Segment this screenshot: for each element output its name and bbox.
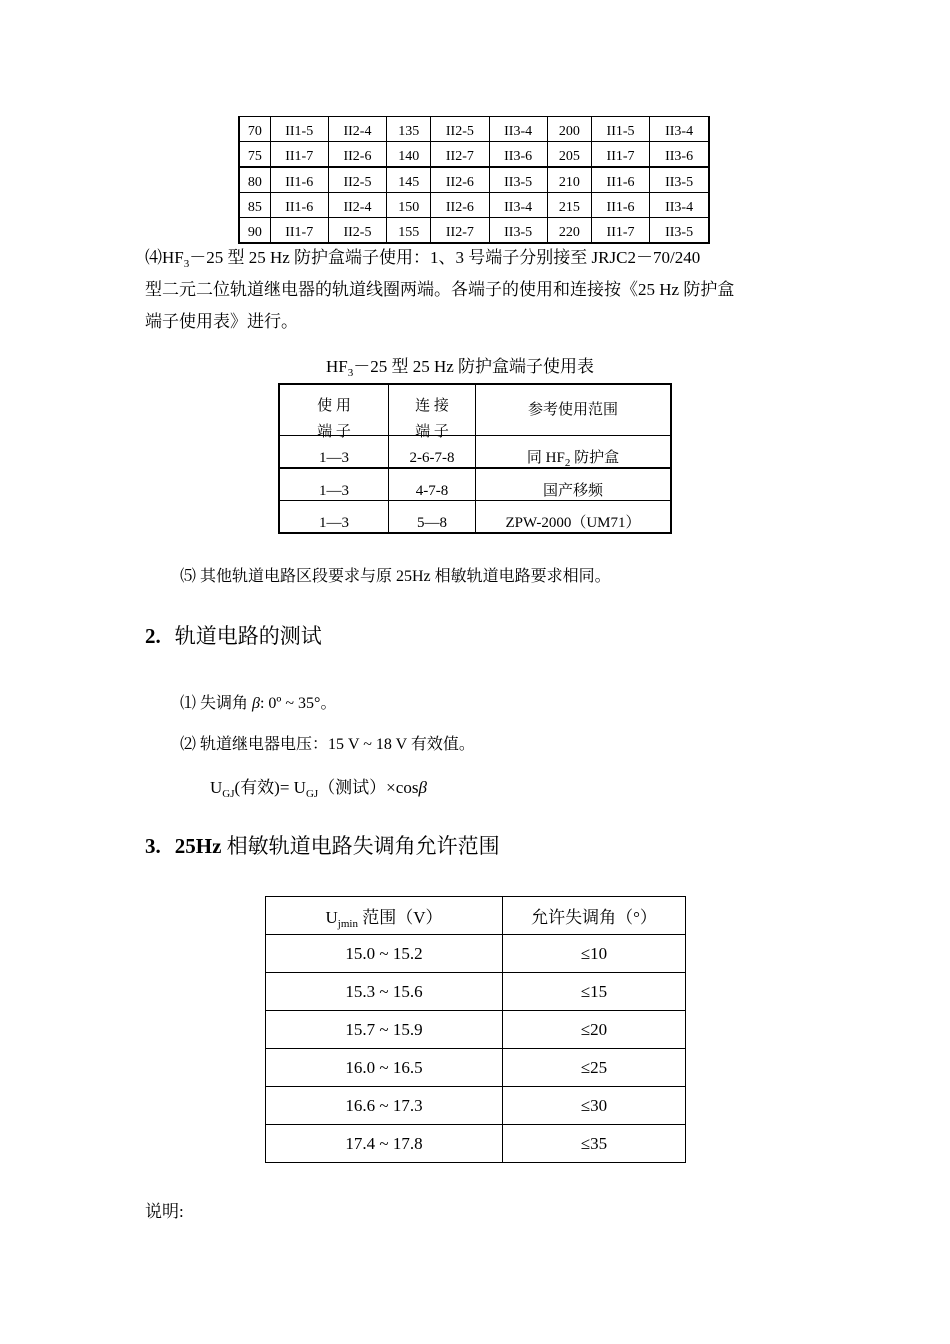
scope-cell: 国产移频 [476, 468, 672, 501]
table-row [266, 1049, 686, 1087]
voltage-range-cell: 17.4 ~ 17.8 [266, 1125, 503, 1163]
allowed-angle-cell: ≤15 [503, 973, 686, 1011]
table-cell: 140 [387, 142, 431, 168]
table-cell: II2-5 [431, 117, 489, 142]
use-terminal-cell: 1—3 [279, 436, 389, 469]
allowed-angle-cell: ≤10 [503, 935, 686, 973]
table-cell: II3-4 [489, 193, 547, 218]
table-row [239, 167, 709, 193]
voltage-range-cell: 16.6 ~ 17.3 [266, 1087, 503, 1125]
header-use-terminal: 使 用 端 子 [279, 384, 389, 436]
table-cell: II2-6 [431, 167, 489, 193]
table-cell: 220 [547, 218, 591, 244]
para4-line3: 端子使用表》进行。 [145, 312, 298, 331]
para4-line1: $⑷HF_3-25$ 型 25 Hz 防护盒端子使用：1、3 号端子分别接至 JRJC2－70/240 [145, 248, 701, 270]
table-cell: 75 [239, 142, 270, 168]
item-1: ⑴ 失调角 β: 0º ~ 35°。 [180, 695, 337, 712]
header-voltage-range: $U_{jmin}$ 范围（V） [266, 897, 503, 935]
section-3-heading: 3. 25Hz 相敏轨道电路失调角允许范围 [145, 834, 500, 858]
table-cell: II2-7 [431, 218, 489, 244]
table-cell: 200 [547, 117, 591, 142]
table-cell: II2-5 [328, 167, 386, 193]
allowed-angle-cell: ≤25 [503, 1049, 686, 1087]
table-cell: II1-5 [270, 117, 328, 142]
table-cell: II3-5 [489, 218, 547, 244]
table-row [266, 935, 686, 973]
para4-line2: 型二元二位轨道继电器的轨道线圈两端。各端子的使用和连接按《25 Hz 防护盒 [145, 280, 735, 299]
table-cell: 215 [547, 193, 591, 218]
table-cell: II1-6 [591, 167, 649, 193]
voltage-formula: $U_{GJ}$(有效)= $U_{GJ}$（测试）×cosβ [210, 778, 427, 800]
table-cell: 70 [239, 117, 270, 142]
voltage-range-cell: 16.0 ~ 16.5 [266, 1049, 503, 1087]
table-cell: II3-4 [650, 193, 709, 218]
table-cell: II3-5 [650, 218, 709, 244]
table-cell: 90 [239, 218, 270, 244]
table-cell: II3-5 [489, 167, 547, 193]
voltage-range-cell: 15.7 ~ 15.9 [266, 1011, 503, 1049]
table-cell: II3-4 [650, 117, 709, 142]
connect-terminal-cell: 5—8 [389, 501, 476, 534]
table-cell: II2-5 [328, 218, 386, 244]
table-cell: 85 [239, 193, 270, 218]
table-cell: II3-4 [489, 117, 547, 142]
table-cell: II2-6 [328, 142, 386, 168]
table-cell: II1-7 [270, 218, 328, 244]
use-terminal-cell: 1—3 [279, 501, 389, 534]
protection-box-terminal-table [278, 383, 672, 534]
table-cell: II1-5 [591, 117, 649, 142]
angle-range-table [265, 896, 686, 1163]
table-cell: II2-4 [328, 193, 386, 218]
header-connect-terminal: 连 接 端 子 [389, 384, 476, 436]
voltage-range-cell: 15.3 ~ 15.6 [266, 973, 503, 1011]
item-2: ⑵ 轨道继电器电压：15 V ~ 18 V 有效值。 [180, 736, 475, 753]
table-row [239, 117, 709, 142]
table-cell: II3-6 [489, 142, 547, 168]
table-cell: 210 [547, 167, 591, 193]
table-cell: 150 [387, 193, 431, 218]
allowed-angle-cell: ≤35 [503, 1125, 686, 1163]
table-row [239, 193, 709, 218]
section-2-heading: 2. 轨道电路的测试 [145, 624, 322, 648]
note-label: 说明: [145, 1202, 184, 1221]
use-terminal-cell: 1—3 [279, 468, 389, 501]
terminal-table [238, 116, 710, 244]
allowed-angle-cell: ≤30 [503, 1087, 686, 1125]
table-cell: II3-6 [650, 142, 709, 168]
table-row [239, 142, 709, 168]
table-cell: II3-5 [650, 167, 709, 193]
scope-cell: ZPW-2000（UM71） [476, 501, 672, 534]
table-cell: II1-6 [270, 193, 328, 218]
header-scope: 参考使用范围 [476, 384, 672, 436]
connect-terminal-cell: 4-7-8 [389, 468, 476, 501]
table-cell: II1-6 [591, 193, 649, 218]
connect-terminal-cell: 2-6-7-8 [389, 436, 476, 469]
table-cell: II1-7 [591, 218, 649, 244]
scope-cell: 同 $HF_2$ 防护盒 [476, 436, 672, 469]
table-cell: 205 [547, 142, 591, 168]
table-row [266, 1125, 686, 1163]
table2-caption: $HF_3-25$ 型 25 Hz 防护盒端子使用表 [326, 357, 595, 379]
table-row [279, 501, 671, 534]
table-cell: II2-7 [431, 142, 489, 168]
voltage-range-cell: 15.0 ~ 15.2 [266, 935, 503, 973]
table-cell: 135 [387, 117, 431, 142]
table-cell: 80 [239, 167, 270, 193]
table-row [279, 468, 671, 501]
table-cell: II1-6 [270, 167, 328, 193]
table-cell: II1-7 [270, 142, 328, 168]
table-cell: 145 [387, 167, 431, 193]
paragraph-4 [145, 242, 810, 338]
table-row [266, 1011, 686, 1049]
table-row [239, 218, 709, 244]
paragraph-5: ⑸ 其他轨道电路区段要求与原 25Hz 相敏轨道电路要求相同。 [180, 568, 611, 585]
table-cell: II2-6 [431, 193, 489, 218]
table-cell: 155 [387, 218, 431, 244]
table-row [266, 973, 686, 1011]
header-allowed-angle: 允许失调角（°） [503, 897, 686, 935]
table-row [266, 1087, 686, 1125]
allowed-angle-cell: ≤20 [503, 1011, 686, 1049]
table-cell: II2-4 [328, 117, 386, 142]
table-cell: II1-7 [591, 142, 649, 168]
